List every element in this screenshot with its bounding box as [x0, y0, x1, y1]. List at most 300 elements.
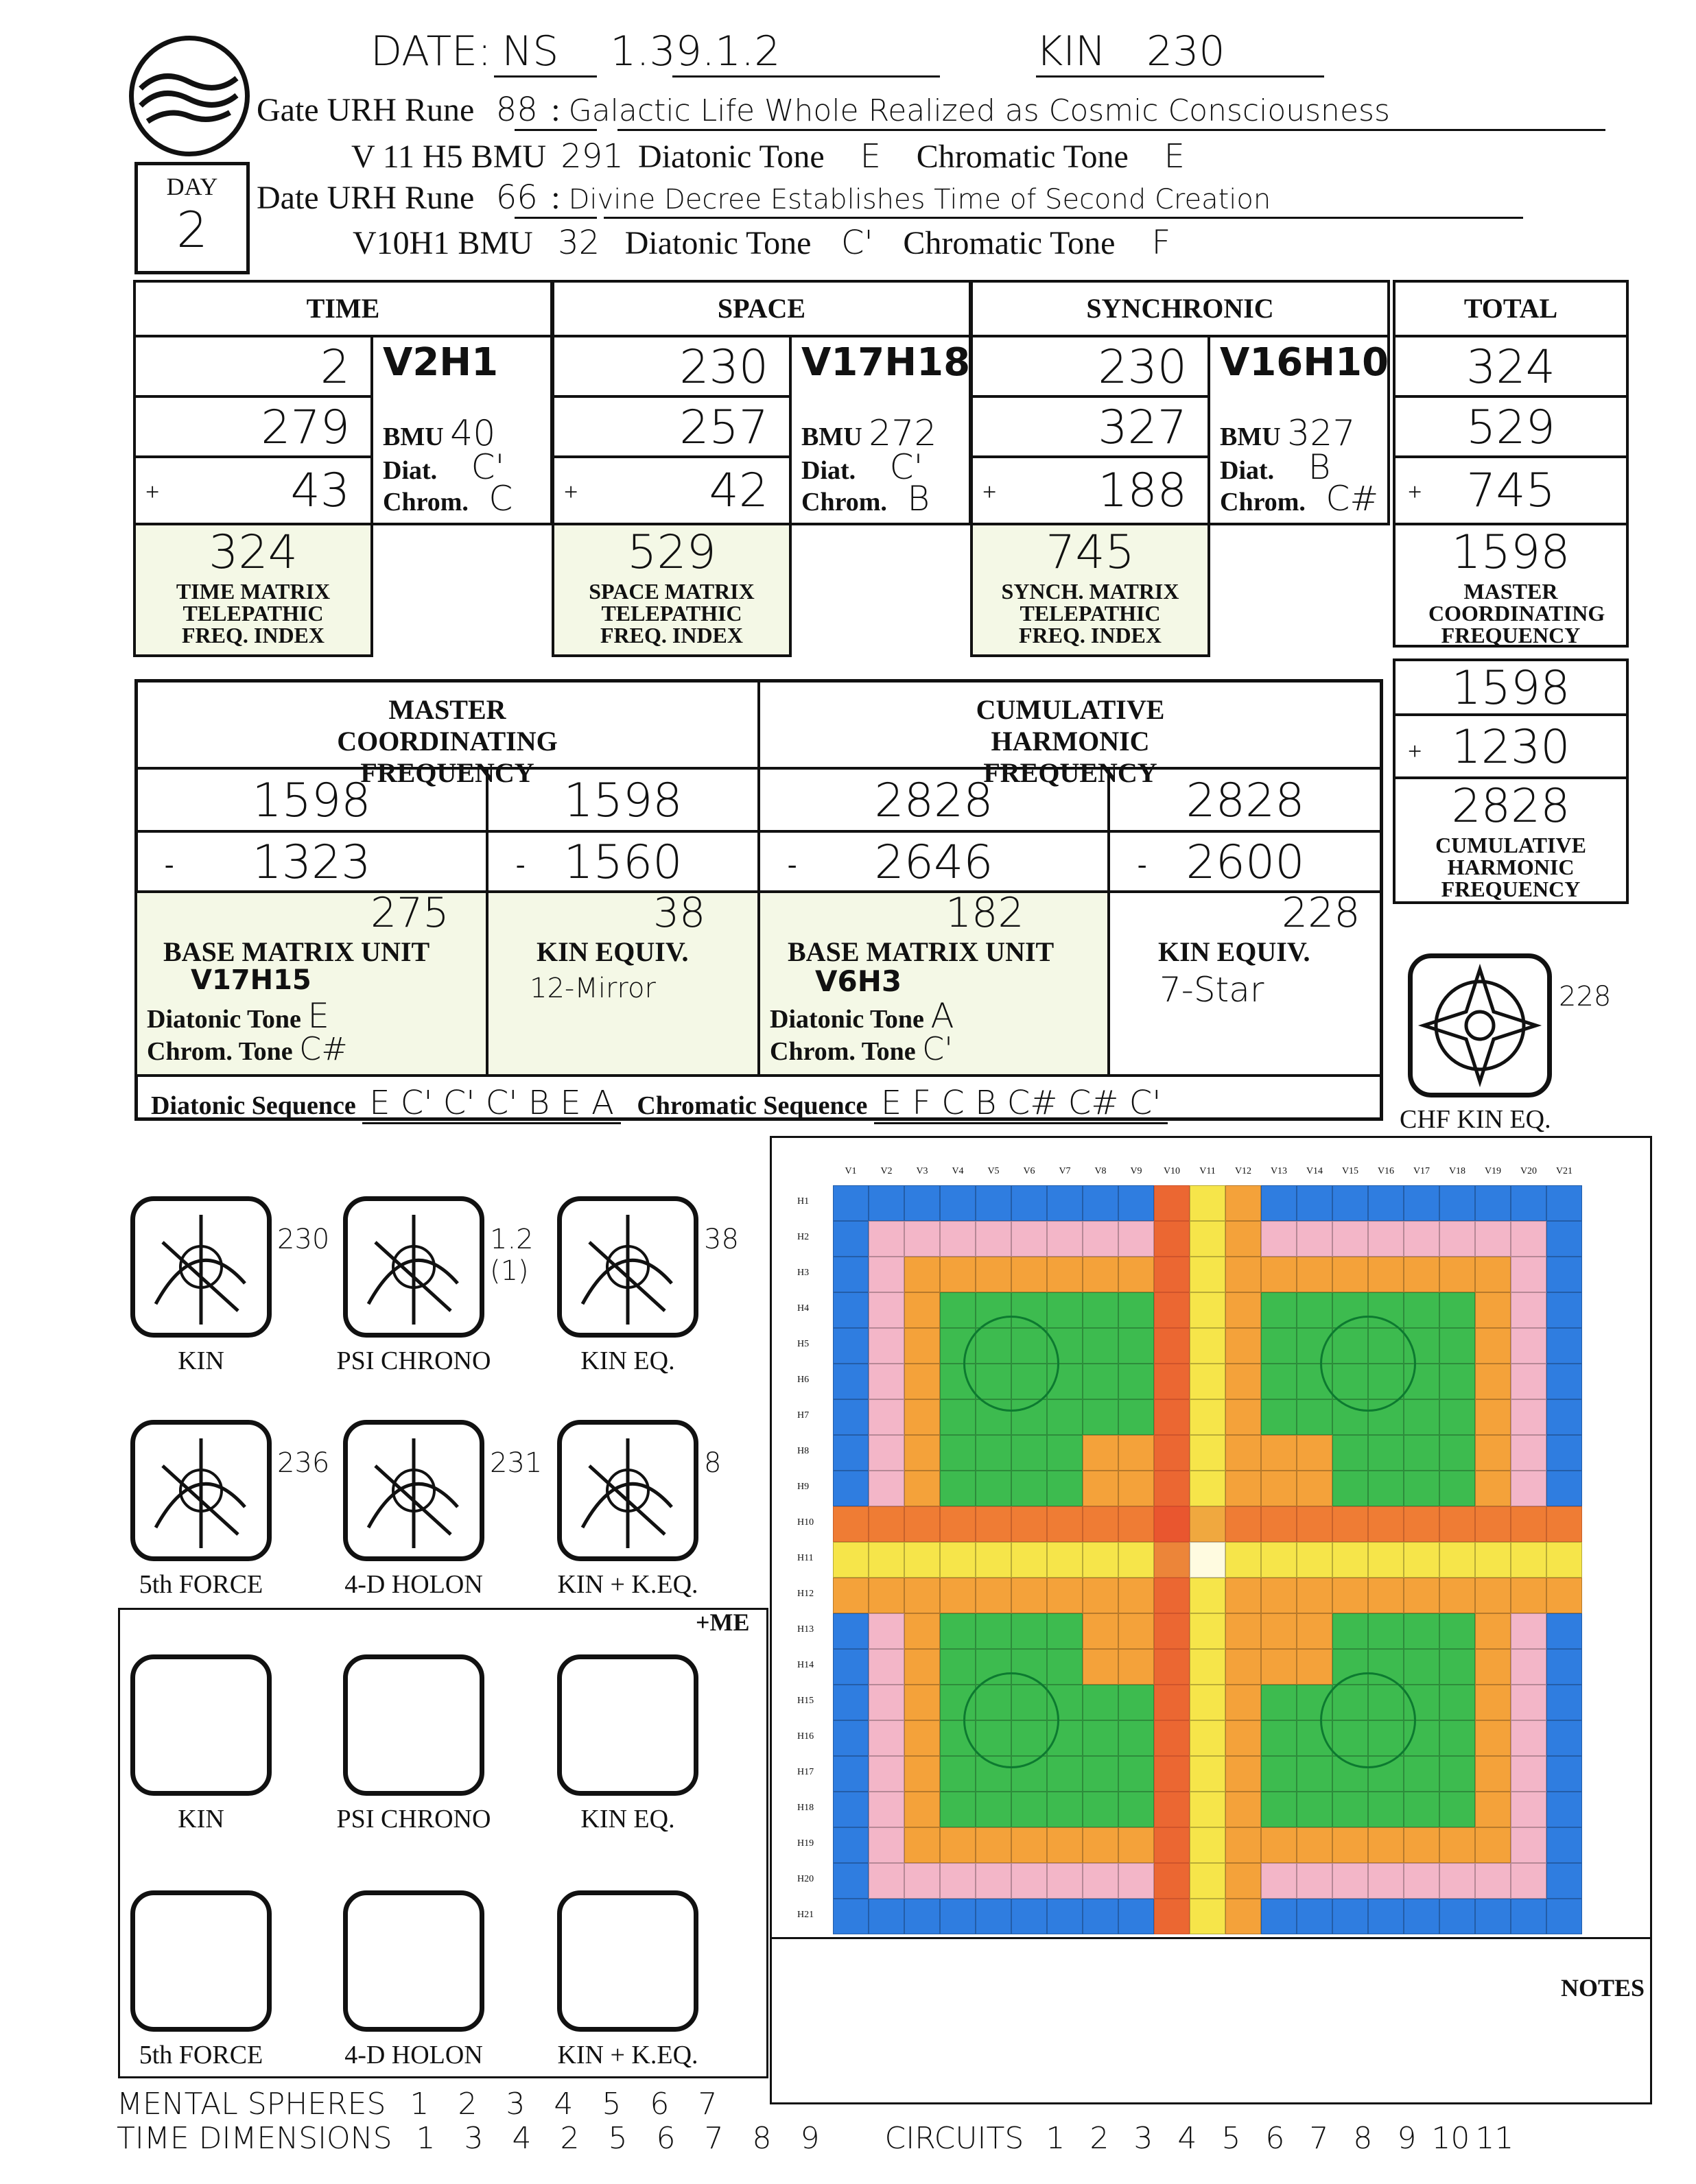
grid-cell: [1511, 1578, 1546, 1613]
grid-cell: [1475, 1257, 1511, 1292]
grid-cell: [1118, 1578, 1154, 1613]
grid-cell: [833, 1185, 869, 1221]
date-label: DATE:: [370, 27, 492, 75]
grid-cell: [1225, 1328, 1261, 1364]
grid-cell: [904, 1185, 940, 1221]
grid-cell: [1190, 1613, 1225, 1649]
gate-bmu: 291: [561, 137, 624, 176]
grid-cell: [1368, 1185, 1404, 1221]
grid-cell: [1404, 1435, 1439, 1471]
date-line: [370, 27, 780, 75]
grid-cell: [833, 1221, 869, 1257]
col-chrom: C: [488, 479, 513, 519]
date-rune-label: Date URH Rune: [257, 180, 475, 216]
grid-cell: [1332, 1578, 1368, 1613]
col-header-2: [970, 280, 1390, 337]
grid-cell: [1118, 1899, 1154, 1934]
grid-cell: [1404, 1471, 1439, 1506]
glyph-row2-1[interactable]: [343, 1420, 484, 1561]
grid-cell: [1190, 1292, 1225, 1328]
col-chrom-label: Chrom.: [1220, 488, 1306, 517]
footer-spheres-item: 7: [698, 2087, 718, 2122]
grid-cell: [1225, 1899, 1261, 1934]
grid-cell: [1439, 1328, 1475, 1364]
grid-cell: [1225, 1292, 1261, 1328]
grid-cell: [1511, 1435, 1546, 1471]
total-chf-label: CUMULATIVE HARMONIC FREQUENCY: [1435, 833, 1586, 901]
footer-circuit-item: 8: [1353, 2121, 1373, 2156]
grid-cell: [1297, 1827, 1332, 1863]
grid-cell: [1190, 1542, 1225, 1578]
grid-cell: [869, 1613, 904, 1649]
col-index: 745: [1046, 525, 1135, 580]
grid-cell: [1332, 1221, 1368, 1257]
grid-cell: [1225, 1185, 1261, 1221]
col-index: 529: [627, 525, 716, 580]
grid-cell: [1439, 1827, 1475, 1863]
grid-cell: [904, 1328, 940, 1364]
grid-cell: [1190, 1185, 1225, 1221]
grid-cell: [1118, 1399, 1154, 1435]
col-v2: 279: [261, 401, 350, 455]
circuits-label: CIRCUITS: [884, 2121, 1024, 2156]
grid-row-label: H21: [797, 1910, 814, 1920]
grid-cell: [940, 1471, 976, 1506]
grid-cell: [1225, 1221, 1261, 1257]
glyph-row1-1[interactable]: [343, 1196, 484, 1338]
sketch-glyph-icon: [348, 1425, 480, 1556]
grid-cell: [1511, 1649, 1546, 1685]
grid-cell: [904, 1542, 940, 1578]
grid-cell: [1118, 1328, 1154, 1364]
col-chrom-label: Chrom.: [801, 488, 887, 517]
grid-cell: [1368, 1542, 1404, 1578]
grid-cell: [1439, 1364, 1475, 1399]
grid-cell: [1332, 1435, 1368, 1471]
grid-cell: [1261, 1292, 1297, 1328]
grid-cell: [1404, 1613, 1439, 1649]
grid-cell: [1011, 1899, 1047, 1934]
grid-cell: [1332, 1899, 1368, 1934]
grid-cell: [1261, 1364, 1297, 1399]
grid-cell: [1047, 1756, 1083, 1792]
grid-cell: [1297, 1756, 1332, 1792]
col-v3: 43: [290, 464, 350, 518]
grid-cell: [940, 1756, 976, 1792]
grid-cell: [1475, 1720, 1511, 1756]
grid-cell: [1118, 1292, 1154, 1328]
col-bmu-label: BMU: [1220, 423, 1281, 451]
grid-cell: [940, 1863, 976, 1899]
grid-cell: [1261, 1792, 1297, 1827]
glyph-note: 230: [277, 1224, 330, 1255]
grid-cell: [1083, 1720, 1118, 1756]
grid-cell: [1261, 1257, 1297, 1292]
grid-cell: [1047, 1649, 1083, 1685]
grid-cell: [1404, 1578, 1439, 1613]
day-value: 2: [176, 201, 208, 259]
col-bmu-box: [370, 335, 553, 525]
grid-cell: [904, 1649, 940, 1685]
col-title: TIME: [306, 293, 380, 324]
col-bmu-label: BMU: [383, 423, 444, 451]
grid-row-label: H1: [797, 1196, 810, 1207]
gate-chromatic: E: [1164, 137, 1185, 176]
grid-cell: [940, 1257, 976, 1292]
grid-cell: [1511, 1292, 1546, 1328]
grid-cell: [869, 1720, 904, 1756]
total-v3: 745: [1466, 464, 1555, 518]
grid-cell: [1332, 1542, 1368, 1578]
gate-bmu-label: BMU: [471, 139, 547, 175]
total-plus: +: [1408, 478, 1422, 506]
freq-sub-0: 1323: [252, 835, 371, 890]
grid-cell: [1011, 1613, 1047, 1649]
grid-cell: [1047, 1827, 1083, 1863]
grid-cell: [1511, 1792, 1546, 1827]
grid-cell: [1439, 1185, 1475, 1221]
col-vh: V2H1: [383, 340, 499, 385]
mcf-title: MASTER COORDINATING FREQUENCY: [337, 694, 558, 788]
gate-rune-label: Gate URH Rune: [257, 92, 475, 128]
minus-sign: -: [1138, 848, 1147, 879]
glyph-label: 4-D HOLON: [344, 1570, 483, 1599]
grid-cell: [904, 1471, 940, 1506]
grid-cell: [1225, 1827, 1261, 1863]
mcf-kin-box: [486, 890, 760, 1077]
grid-cell: [1011, 1792, 1047, 1827]
mcf-kin-label: KIN EQUIV.: [537, 936, 689, 967]
grid-cell: [1261, 1399, 1297, 1435]
grid-row-label: H3: [797, 1268, 810, 1278]
grid-cell: [904, 1292, 940, 1328]
grid-cell: [1297, 1185, 1332, 1221]
grid-cell: [1225, 1399, 1261, 1435]
grid-cell: [1439, 1292, 1475, 1328]
date-diatonic: C': [841, 224, 873, 262]
grid-cell: [1083, 1827, 1118, 1863]
grid-cell: [833, 1542, 869, 1578]
grid-cell: [1404, 1863, 1439, 1899]
footer-circuit-item: 3: [1133, 2121, 1153, 2156]
grid-cell: [904, 1720, 940, 1756]
grid-cell: [1332, 1613, 1368, 1649]
grid-cell: [1225, 1578, 1261, 1613]
grid-col-label: V16: [1377, 1166, 1395, 1176]
freq-top-3: 2828: [1186, 774, 1305, 828]
col-chrom-label: Chrom.: [383, 488, 469, 517]
chf-chrom-label: Chrom. Tone: [770, 1037, 916, 1066]
grid-row-label: H14: [797, 1660, 814, 1670]
grid-row-labels: [789, 1185, 830, 1934]
footer-dims-item: 3: [464, 2121, 484, 2156]
col-v2: 257: [679, 401, 768, 455]
gate-bmu-line: [351, 137, 1212, 176]
gate-vh: V 11 H5: [351, 139, 463, 175]
col-v2: 327: [1098, 401, 1187, 455]
grid-cell: [833, 1685, 869, 1720]
grid-cell: [1118, 1720, 1154, 1756]
grid-cell: [940, 1542, 976, 1578]
grid-cell: [1404, 1827, 1439, 1863]
grid-cell: [1511, 1221, 1546, 1257]
harmonic-grid: [833, 1185, 1582, 1934]
grid-cell: [833, 1613, 869, 1649]
chf-kin-eq-label: CHF KIN EQ.: [1400, 1105, 1551, 1134]
grid-cell: [1511, 1399, 1546, 1435]
grid-cell: [1404, 1649, 1439, 1685]
date-bmu-label: BMU: [458, 225, 533, 261]
grid-cell: [1225, 1435, 1261, 1471]
grid-cell: [904, 1257, 940, 1292]
grid-red-band: [1154, 1185, 1190, 1934]
grid-cell: [1083, 1542, 1118, 1578]
grid-cell: [1368, 1827, 1404, 1863]
grid-cell: [1404, 1899, 1439, 1934]
grid-cell: [976, 1435, 1011, 1471]
grid-cell: [1261, 1720, 1297, 1756]
grid-cell: [1261, 1542, 1297, 1578]
grid-cell: [833, 1471, 869, 1506]
glyph-row2-0[interactable]: [130, 1420, 272, 1561]
grid-cell: [869, 1399, 904, 1435]
grid-cell: [1190, 1685, 1225, 1720]
glyph-label: KIN: [178, 1805, 224, 1833]
chf-kin-note: 7-Star: [1159, 970, 1264, 1010]
glyph-note: 8: [704, 1447, 722, 1479]
grid-column-labels: [833, 1162, 1582, 1183]
col-header-0: [133, 280, 553, 337]
grid-cell: [976, 1613, 1011, 1649]
grid-cell: [1118, 1649, 1154, 1685]
grid-cell: [1475, 1328, 1511, 1364]
grid-cell: [1118, 1471, 1154, 1506]
col-vh: V16H10: [1220, 340, 1389, 385]
grid-cell: [976, 1221, 1011, 1257]
glyph-note: 1.2 (1): [490, 1224, 534, 1287]
grid-col-label: V18: [1448, 1166, 1466, 1176]
grid-cell: [1475, 1863, 1511, 1899]
col-diat: C': [889, 447, 923, 487]
grid-cell: [1190, 1863, 1225, 1899]
grid-cell: [1047, 1399, 1083, 1435]
grid-cell: [1511, 1471, 1546, 1506]
grid-cell: [1475, 1578, 1511, 1613]
date-value: 1.39.1.2: [610, 27, 781, 75]
glyph-row1-0[interactable]: [130, 1196, 272, 1338]
mcf-bmu-box: [134, 890, 488, 1077]
grid-cell: [869, 1435, 904, 1471]
grid-cell: [940, 1613, 976, 1649]
total-header: [1393, 280, 1629, 337]
grid-row-label: H4: [797, 1303, 810, 1314]
footer-dims-item: 2: [560, 2121, 580, 2156]
star-glyph-icon: [1413, 958, 1547, 1093]
glyph-label: PSI CHRONO: [336, 1805, 491, 1833]
grid-cell: [1225, 1756, 1261, 1792]
chf-vh: V6H3: [815, 964, 902, 998]
grid-cell: [1475, 1649, 1511, 1685]
grid-cell: [976, 1899, 1011, 1934]
quadrant-circle-icon: [963, 1316, 1059, 1412]
grid-cell: [1118, 1863, 1154, 1899]
gate-chromatic-label: Chromatic Tone: [916, 139, 1129, 175]
grid-col-label: V14: [1306, 1166, 1323, 1176]
grid-cell: [1225, 1863, 1261, 1899]
grid-cell: [1404, 1257, 1439, 1292]
notes-label: NOTES: [1560, 1974, 1645, 2002]
grid-cell: [1261, 1899, 1297, 1934]
grid-cell: [1475, 1899, 1511, 1934]
gate-rune-num: 88: [495, 91, 538, 129]
freq-top-1: 1598: [563, 774, 683, 828]
mcf-chrom: C#: [299, 1030, 348, 1067]
grid-cell: [1439, 1471, 1475, 1506]
grid-cell: [940, 1792, 976, 1827]
footer-dims-item: 8: [752, 2121, 772, 2156]
grid-cell: [1083, 1221, 1118, 1257]
footer-spheres-item: 6: [650, 2087, 670, 2122]
grid-cell: [1047, 1792, 1083, 1827]
grid-cell: [833, 1399, 869, 1435]
grid-cell: [1118, 1257, 1154, 1292]
grid-cell: [1190, 1578, 1225, 1613]
footer-dims-item: 1: [416, 2121, 436, 2156]
grid-cell: [869, 1364, 904, 1399]
grid-col-label: V19: [1484, 1166, 1502, 1176]
grid-cell: [1511, 1899, 1546, 1934]
grid-cell: [869, 1685, 904, 1720]
footer-dims-item: 4: [512, 2121, 532, 2156]
grid-cell: [1083, 1685, 1118, 1720]
grid-cell: [1332, 1827, 1368, 1863]
grid-cell: [1011, 1435, 1047, 1471]
grid-cell: [976, 1185, 1011, 1221]
day-label: DAY: [166, 173, 218, 200]
grid-cell: [976, 1257, 1011, 1292]
grid-cell: [1439, 1720, 1475, 1756]
grid-cell: [1225, 1257, 1261, 1292]
col-bmu: 327: [1287, 413, 1356, 454]
grid-cell: [976, 1471, 1011, 1506]
grid-cell: [1011, 1185, 1047, 1221]
chf-kin-box: [1107, 890, 1383, 1077]
grid-cell: [1083, 1613, 1118, 1649]
mcf-diat: E: [307, 996, 329, 1036]
col-diat-label: Diat.: [383, 456, 438, 485]
grid-cell: [1297, 1613, 1332, 1649]
grid-cell: [1297, 1471, 1332, 1506]
grid-cell: [976, 1863, 1011, 1899]
grid-cell: [1475, 1613, 1511, 1649]
glyph-label: KIN EQ.: [580, 1346, 675, 1375]
mcf-chrom-label: Chrom. Tone: [147, 1037, 293, 1066]
grid-cell: [1297, 1292, 1332, 1328]
glyph-row2-2[interactable]: [557, 1420, 698, 1561]
total-title: TOTAL: [1463, 293, 1558, 324]
grid-cell: [1261, 1471, 1297, 1506]
grid-cell: [1439, 1542, 1475, 1578]
grid-cell: [833, 1756, 869, 1792]
grid-cell: [976, 1827, 1011, 1863]
day-box: [134, 162, 250, 274]
chrom-seq: E F C B C# C# C': [874, 1084, 1168, 1124]
grid-cell: [1118, 1756, 1154, 1792]
grid-col-label: V6: [1023, 1166, 1035, 1176]
grid-cell: [1511, 1364, 1546, 1399]
quadrant-circle-icon: [1320, 1672, 1416, 1768]
grid-cell: [1297, 1863, 1332, 1899]
grid-cell: [1404, 1185, 1439, 1221]
grid-cell: [1511, 1613, 1546, 1649]
me-label: +ME: [696, 1609, 750, 1636]
col-diat-label: Diat.: [1220, 456, 1275, 485]
glyph-row1-2[interactable]: [557, 1196, 698, 1338]
grid-cell: [833, 1364, 869, 1399]
grid-cell: [1011, 1863, 1047, 1899]
grid-cell: [1475, 1292, 1511, 1328]
grid-cell: [1083, 1578, 1118, 1613]
chf-diat: A: [930, 996, 954, 1036]
plus-sign: +: [982, 478, 997, 506]
grid-cell: [1546, 1542, 1582, 1578]
grid-cell: [1404, 1399, 1439, 1435]
grid-col-label: V13: [1270, 1166, 1288, 1176]
date-chromatic: F: [1151, 224, 1171, 262]
grid-cell: [1404, 1221, 1439, 1257]
grid-cell: [940, 1221, 976, 1257]
mcf-kin: 38: [653, 889, 706, 937]
grid-cell: [1011, 1221, 1047, 1257]
grid-cell: [1083, 1756, 1118, 1792]
grid-cell: [1546, 1399, 1582, 1435]
gate-rune-text: Galactic Life Whole Realized as Cosmic Consciousness: [568, 93, 1390, 128]
glyph-label: KIN: [178, 1346, 224, 1375]
grid-cell: [1190, 1649, 1225, 1685]
grid-cell: [1225, 1471, 1261, 1506]
grid-cell: [904, 1578, 940, 1613]
grid-cell: [1332, 1863, 1368, 1899]
grid-cell: [1047, 1578, 1083, 1613]
col-chrom: C#: [1326, 479, 1379, 519]
grid-cell: [1404, 1542, 1439, 1578]
grid-cell: [1225, 1542, 1261, 1578]
sketch-glyph-icon: [562, 1425, 694, 1556]
grid-cell: [904, 1221, 940, 1257]
grid-col-label: V11: [1199, 1166, 1216, 1176]
total-a: 1598: [1451, 661, 1570, 715]
grid-cell: [1511, 1827, 1546, 1863]
glyph-label: 5th FORCE: [139, 2041, 263, 2069]
chf-kin: 228: [1282, 889, 1361, 937]
grid-cell: [1439, 1578, 1475, 1613]
total-chf: 2828: [1451, 779, 1570, 833]
chf-bmu: 182: [945, 889, 1024, 937]
chf-total-box: [1393, 776, 1629, 904]
grid-cell: [1047, 1185, 1083, 1221]
grid-cell: [833, 1292, 869, 1328]
footer-dims-item: 7: [704, 2121, 724, 2156]
grid-cell: [1475, 1792, 1511, 1827]
grid-cell: [869, 1649, 904, 1685]
grid-cell: [1546, 1792, 1582, 1827]
grid-cell: [1190, 1792, 1225, 1827]
quadrant-circle-icon: [963, 1672, 1059, 1768]
grid-cell: [1475, 1185, 1511, 1221]
gate-rune-line: Gate URH Rune 88 : Galactic Life Whole Realized as Cosmic Consciousness: [257, 91, 1390, 129]
grid-cell: [869, 1792, 904, 1827]
sequence-row: [134, 1074, 1383, 1121]
